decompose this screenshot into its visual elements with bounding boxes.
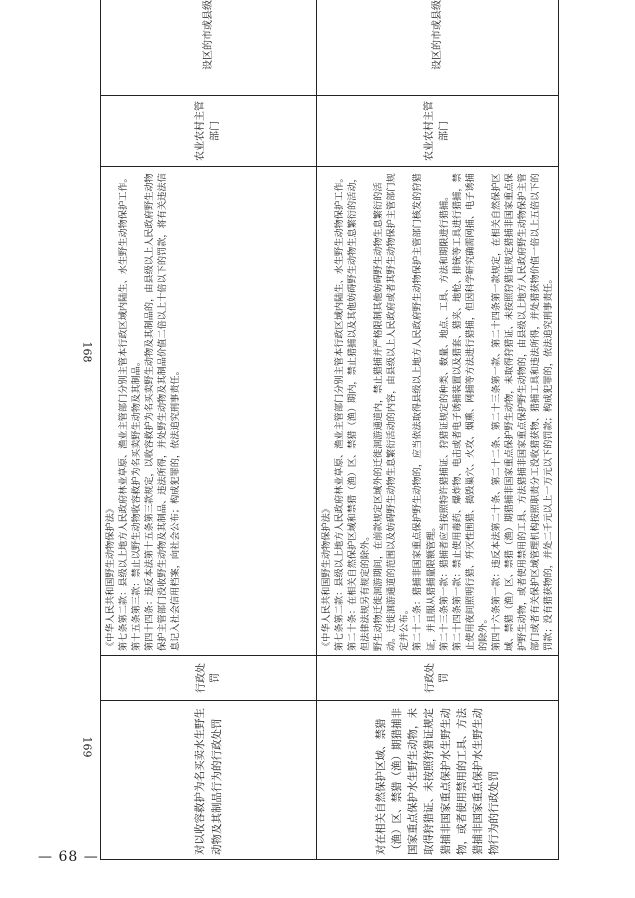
item-type: 行政处罚 bbox=[425, 663, 450, 693]
level-cell bbox=[317, 0, 559, 96]
serial-number-text: 169 bbox=[80, 736, 93, 758]
item-type: 行政处罚 bbox=[196, 663, 221, 693]
dept-cell bbox=[317, 96, 559, 167]
law-article: 第二十三条第一款：猎捕者应当按照特许猎捕证、狩猎证规定的种类、数量、地点、工具、方法和期限进行猎捕。 bbox=[438, 191, 450, 651]
item-name: 对以收容救护为名买卖水生野生动物及其制品行为的行政处罚 bbox=[194, 708, 223, 855]
dept-text: 农业农村主管部门 bbox=[195, 101, 221, 161]
law-title: 《中华人民共和国野生动物保护法》 bbox=[321, 504, 332, 651]
law-article: 第四十四条：违反本法第十五条第三款规定，以收容救护为名买卖野生动物及其制品的，由县级以上人民政府野生动物保护主管部门没收野生动物及其制品、违法所得，并处野生动物及其制品价值二倍以上十倍以下的罚款，将有关违法信息记入社会信用档案，向社会公布；构成犯罪的，依法追究刑事责任。 bbox=[144, 173, 182, 651]
table-row bbox=[317, 0, 559, 860]
law-article: 第十五条第三款：禁止以野生动物收容救护为名买卖野生动物及其制品。 bbox=[131, 357, 143, 651]
law-article: 第二十四条第一款：禁止使用毒药、爆炸物、电击或者电子诱捕装置以及猎套、猎夹、地枪、排铳等工具进行猎捕，禁止使用夜间照明行猎、歼灭性围猎、捣毁巢穴、火攻、烟熏、网捕等方法进行猎捕，但因科学研究确需网捕、电子诱捕的除外。 bbox=[451, 173, 489, 651]
item-type-cell bbox=[317, 656, 559, 701]
law-article: 第七条第二款：县级以上地方人民政府林业草原、渔业主管部门分别主管本行政区域内陆生、水生野生动物保护工作。 bbox=[334, 173, 346, 651]
serial-number-column bbox=[100, 20, 133, 860]
page-number: — 68 — bbox=[38, 849, 99, 865]
law-article: 第七条第二款：县级以上地方人民政府林业草原、渔业主管部门分别主管本行政区域内陆生、水生野生动物保护工作。 bbox=[118, 173, 130, 651]
serial-number bbox=[70, 340, 102, 364]
serial-number-text: 168 bbox=[80, 341, 93, 363]
law-article: 第四十六条第一款：违反本法第二十条、第二十二条、第二十三条第一款、第二十四条第一款规定，在相关自然保护区域、禁猎（渔）区、禁猎（渔）期猎捕非国家重点保护野生动物，未取得狩猎证、未按照狩猎证规定猎捕非国家重点保护野生动物，或者使用禁用的工具、方法猎捕非国家重点保护野生动物的，由县级以上地方人民政府野生动物保护主管部门或者有关保护区域管理机构按照职责分工没收猎获物、猎捕工具和违法所得，并处猎获物价值一倍以上五倍以下的罚款；没有猎获物的，并处二千元以上一万元以下的罚款；构成犯罪的，依法追究刑事责任。 bbox=[490, 173, 555, 651]
rotated-table-container bbox=[100, 0, 555, 860]
penalty-table bbox=[100, 0, 559, 860]
item-name-cell bbox=[317, 701, 559, 860]
law-article: 第二十二条：猎捕非国家重点保护野生动物的，应当依法取得县级以上地方人民政府野生动物保护主管部门核发的狩猎证，并且服从猎捕量限额管理。 bbox=[412, 173, 437, 651]
item-name: 对在相关自然保护区域、禁猎（渔）区、禁猎（渔）期猎捕非国家重点保护水生野生动物，未取得狩猎证、未按照狩猎证规定猎捕非国家重点保护水生野生动物，或者使用禁用的工具、方法猎捕非国家重点保护水生野生动物行为的行政处罚 bbox=[374, 708, 501, 855]
legal-basis-cell bbox=[317, 167, 559, 656]
level-text: 设区的市或县级 bbox=[202, 0, 214, 70]
law-title: 《中华人民共和国野生动物保护法》 bbox=[105, 504, 116, 651]
level-text: 设区的市或县级 bbox=[431, 0, 443, 70]
dept-text: 农业农村主管部门 bbox=[424, 101, 450, 161]
law-article: 第二十条：在相关自然保护区域和禁猎（渔）区、禁猎（渔）期内，禁止猎捕以及其他妨碍野生动物生息繁衍的活动，但法律法规另有规定的除外。 bbox=[347, 173, 372, 651]
serial-number bbox=[70, 735, 102, 759]
law-article: 野生动物迁徙洄游期间，在前款规定区域外的迁徙洄游通道内，禁止猎捕并严格限制其他妨碍野生动物生息繁衍的活动。迁徙洄游通道的范围以及妨碍野生动物生息繁衍活动的内容，由县级以上人民政府或者其野生动物保护主管部门规定并公布。 bbox=[373, 173, 411, 651]
